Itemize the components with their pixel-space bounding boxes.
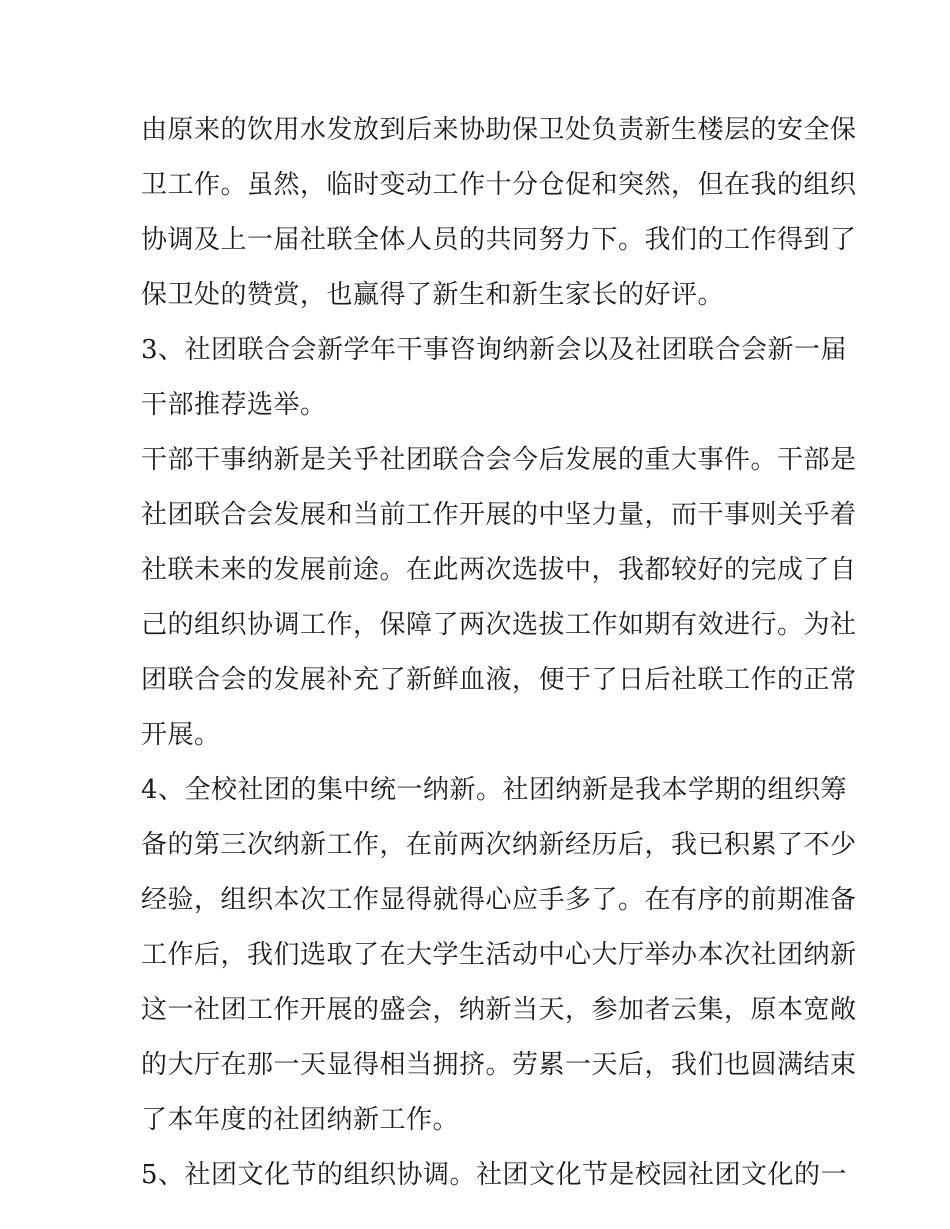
text-line: 开展。 xyxy=(141,720,221,750)
text-line: 保卫处的赞赏，也赢得了新生和新生家长的好评。 xyxy=(141,280,725,310)
text-line: 干部干事纳新是关乎社团联合会今后发展的重大事件。干部是 xyxy=(141,445,857,475)
section-heading-4: 4、全校社团的集中统一纳新。社团纳新是我本学期的组织筹 xyxy=(141,775,848,805)
text-line: 备的第三次纳新工作，在前两次纳新经历后，我已积累了不少 xyxy=(141,830,857,860)
text-line: 社联未来的发展前途。在此两次选拔中，我都较好的完成了自 xyxy=(141,555,857,585)
text-line: 了本年度的社团纳新工作。 xyxy=(141,1105,460,1135)
text-line: 协调及上一届社联全体人员的共同努力下。我们的工作得到了 xyxy=(141,225,857,255)
text-line: 卫工作。虽然，临时变动工作十分仓促和突然，但在我的组织 xyxy=(141,170,857,200)
text-line: 的大厅在那一天显得相当拥挤。劳累一天后，我们也圆满结束 xyxy=(141,1050,857,1080)
text-line: 经验，组织本次工作显得就得心应手多了。在有序的前期准备 xyxy=(141,885,857,915)
text-line: 工作后，我们选取了在大学生活动中心大厅举办本次社团纳新 xyxy=(141,940,857,970)
text-line: 干部推荐选举。 xyxy=(141,390,327,420)
section-heading-5: 5、社团文化节的组织协调。社团文化节是校园社团文化的一 xyxy=(141,1160,848,1190)
document-body xyxy=(141,108,857,1208)
text-line: 这一社团工作开展的盛会，纳新当天，参加者云集，原本宽敞 xyxy=(141,995,857,1025)
section-heading-3: 3、社团联合会新学年干事咨询纳新会以及社团联合会新一届 xyxy=(141,335,848,365)
text-line: 团联合会的发展补充了新鲜血液，便于了日后社联工作的正常 xyxy=(141,665,857,695)
text-line: 社团联合会发展和当前工作开展的中坚力量，而干事则关乎着 xyxy=(141,500,857,530)
text-line: 由原来的饮用水发放到后来协助保卫处负责新生楼层的安全保 xyxy=(141,115,857,145)
text-line: 己的组织协调工作，保障了两次选拔工作如期有效进行。为社 xyxy=(141,610,857,640)
